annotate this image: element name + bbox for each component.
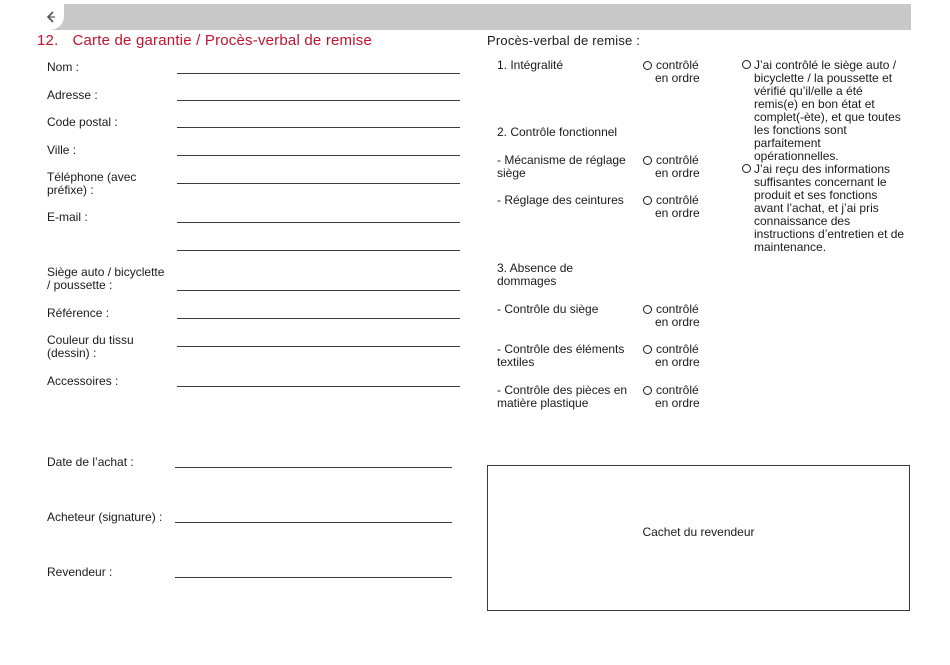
- field-line-name[interactable]: [177, 73, 460, 74]
- radio-circle-icon: [643, 61, 652, 70]
- field-line-postal-code[interactable]: [177, 127, 460, 128]
- dealer-stamp-box: [487, 465, 910, 611]
- field-line-buyer-signature[interactable]: [175, 522, 452, 523]
- field-label-city: Ville :: [47, 143, 77, 157]
- field-label-address: Adresse :: [47, 88, 98, 102]
- field-label-dealer: Revendeur :: [47, 565, 113, 579]
- field-line-purchase-date[interactable]: [175, 467, 452, 468]
- field-label-buyer-signature: Acheteur (signature) :: [47, 510, 163, 524]
- radio-circle-icon: [643, 305, 652, 314]
- pv-item-completeness: 1. Intégralité: [497, 58, 564, 72]
- field-line-email-extra[interactable]: [177, 250, 460, 251]
- field-label-email: E-mail :: [47, 210, 88, 224]
- pv-item-belt-adjustment: - Réglage des ceintures: [497, 193, 624, 207]
- radio-circle-icon: [742, 164, 751, 173]
- field-label-name: Nom :: [47, 60, 80, 74]
- checkbox-textile-check[interactable]: contrôlé en ordre: [643, 343, 700, 369]
- field-label-accessories: Accessoires :: [47, 374, 119, 388]
- pv-item-seat-check: - Contrôle du siège: [497, 302, 599, 316]
- section-number: 12.: [37, 32, 59, 49]
- pv-item-textile-check: - Contrôle des éléments textiles: [497, 342, 625, 369]
- top-bar: [38, 4, 911, 30]
- pv-item-plastic-check: - Contrôle des pièces en matière plastique: [497, 383, 628, 410]
- field-label-purchase-date: Date de l’achat :: [47, 455, 134, 469]
- field-line-fabric-color[interactable]: [177, 346, 460, 347]
- section-heading: [37, 32, 372, 49]
- pv-title: Procès-verbal de remise :: [487, 33, 641, 48]
- radio-circle-icon: [643, 386, 652, 395]
- pv-item-no-damage: 3. Absence de dommages: [497, 261, 574, 288]
- field-label-phone: Téléphone (avec préfixe) :: [47, 170, 137, 197]
- dealer-stamp-label: Cachet du revendeur: [642, 525, 755, 539]
- back-arrow-icon: [44, 10, 58, 24]
- field-label-reference: Référence :: [47, 306, 110, 320]
- section-title: Carte de garantie / Procès-verbal de remise: [72, 32, 373, 49]
- pv-item-function-check: 2. Contrôle fonctionnel: [497, 125, 618, 139]
- field-line-city[interactable]: [177, 155, 460, 156]
- radio-circle-icon: [742, 60, 751, 69]
- field-line-accessories[interactable]: [177, 386, 460, 387]
- field-label-product: Siège auto / bicyclette / poussette :: [47, 265, 165, 292]
- checkbox-completeness[interactable]: contrôlé en ordre: [643, 59, 700, 85]
- radio-circle-icon: [643, 156, 652, 165]
- field-line-reference[interactable]: [177, 318, 460, 319]
- checkbox-belt-adjustment[interactable]: contrôlé en ordre: [643, 194, 700, 220]
- field-line-address[interactable]: [177, 100, 460, 101]
- checkbox-seat-check[interactable]: contrôlé en ordre: [643, 303, 700, 329]
- radio-circle-icon: [643, 345, 652, 354]
- confirmation-handover[interactable]: J’ai contrôlé le siège auto / bicyclette / la poussette et vérifié qu’il/elle a été remis(e) en bon état et complet(-ète), et que toutes les fonctions sont parfaitement opérationnelles.: [742, 59, 907, 163]
- radio-circle-icon: [643, 196, 652, 205]
- checkbox-seat-adjustment[interactable]: contrôlé en ordre: [643, 154, 700, 180]
- confirmation-information[interactable]: J’ai reçu des informations suffisantes concernant le produit et ses fonctions avant l’achat, et j’ai pris connaissance des instructions d’entretien et de maintenance.: [742, 163, 907, 254]
- field-line-phone[interactable]: [177, 183, 460, 184]
- field-label-postal-code: Code postal :: [47, 115, 118, 129]
- field-line-dealer[interactable]: [175, 577, 452, 578]
- field-label-fabric-color: Couleur du tissu (dessin) :: [47, 333, 134, 360]
- checkbox-plastic-check[interactable]: contrôlé en ordre: [643, 384, 700, 410]
- pv-item-seat-adjustment: - Mécanisme de réglage siège: [497, 153, 626, 180]
- field-line-product[interactable]: [177, 290, 460, 291]
- field-line-email[interactable]: [177, 222, 460, 223]
